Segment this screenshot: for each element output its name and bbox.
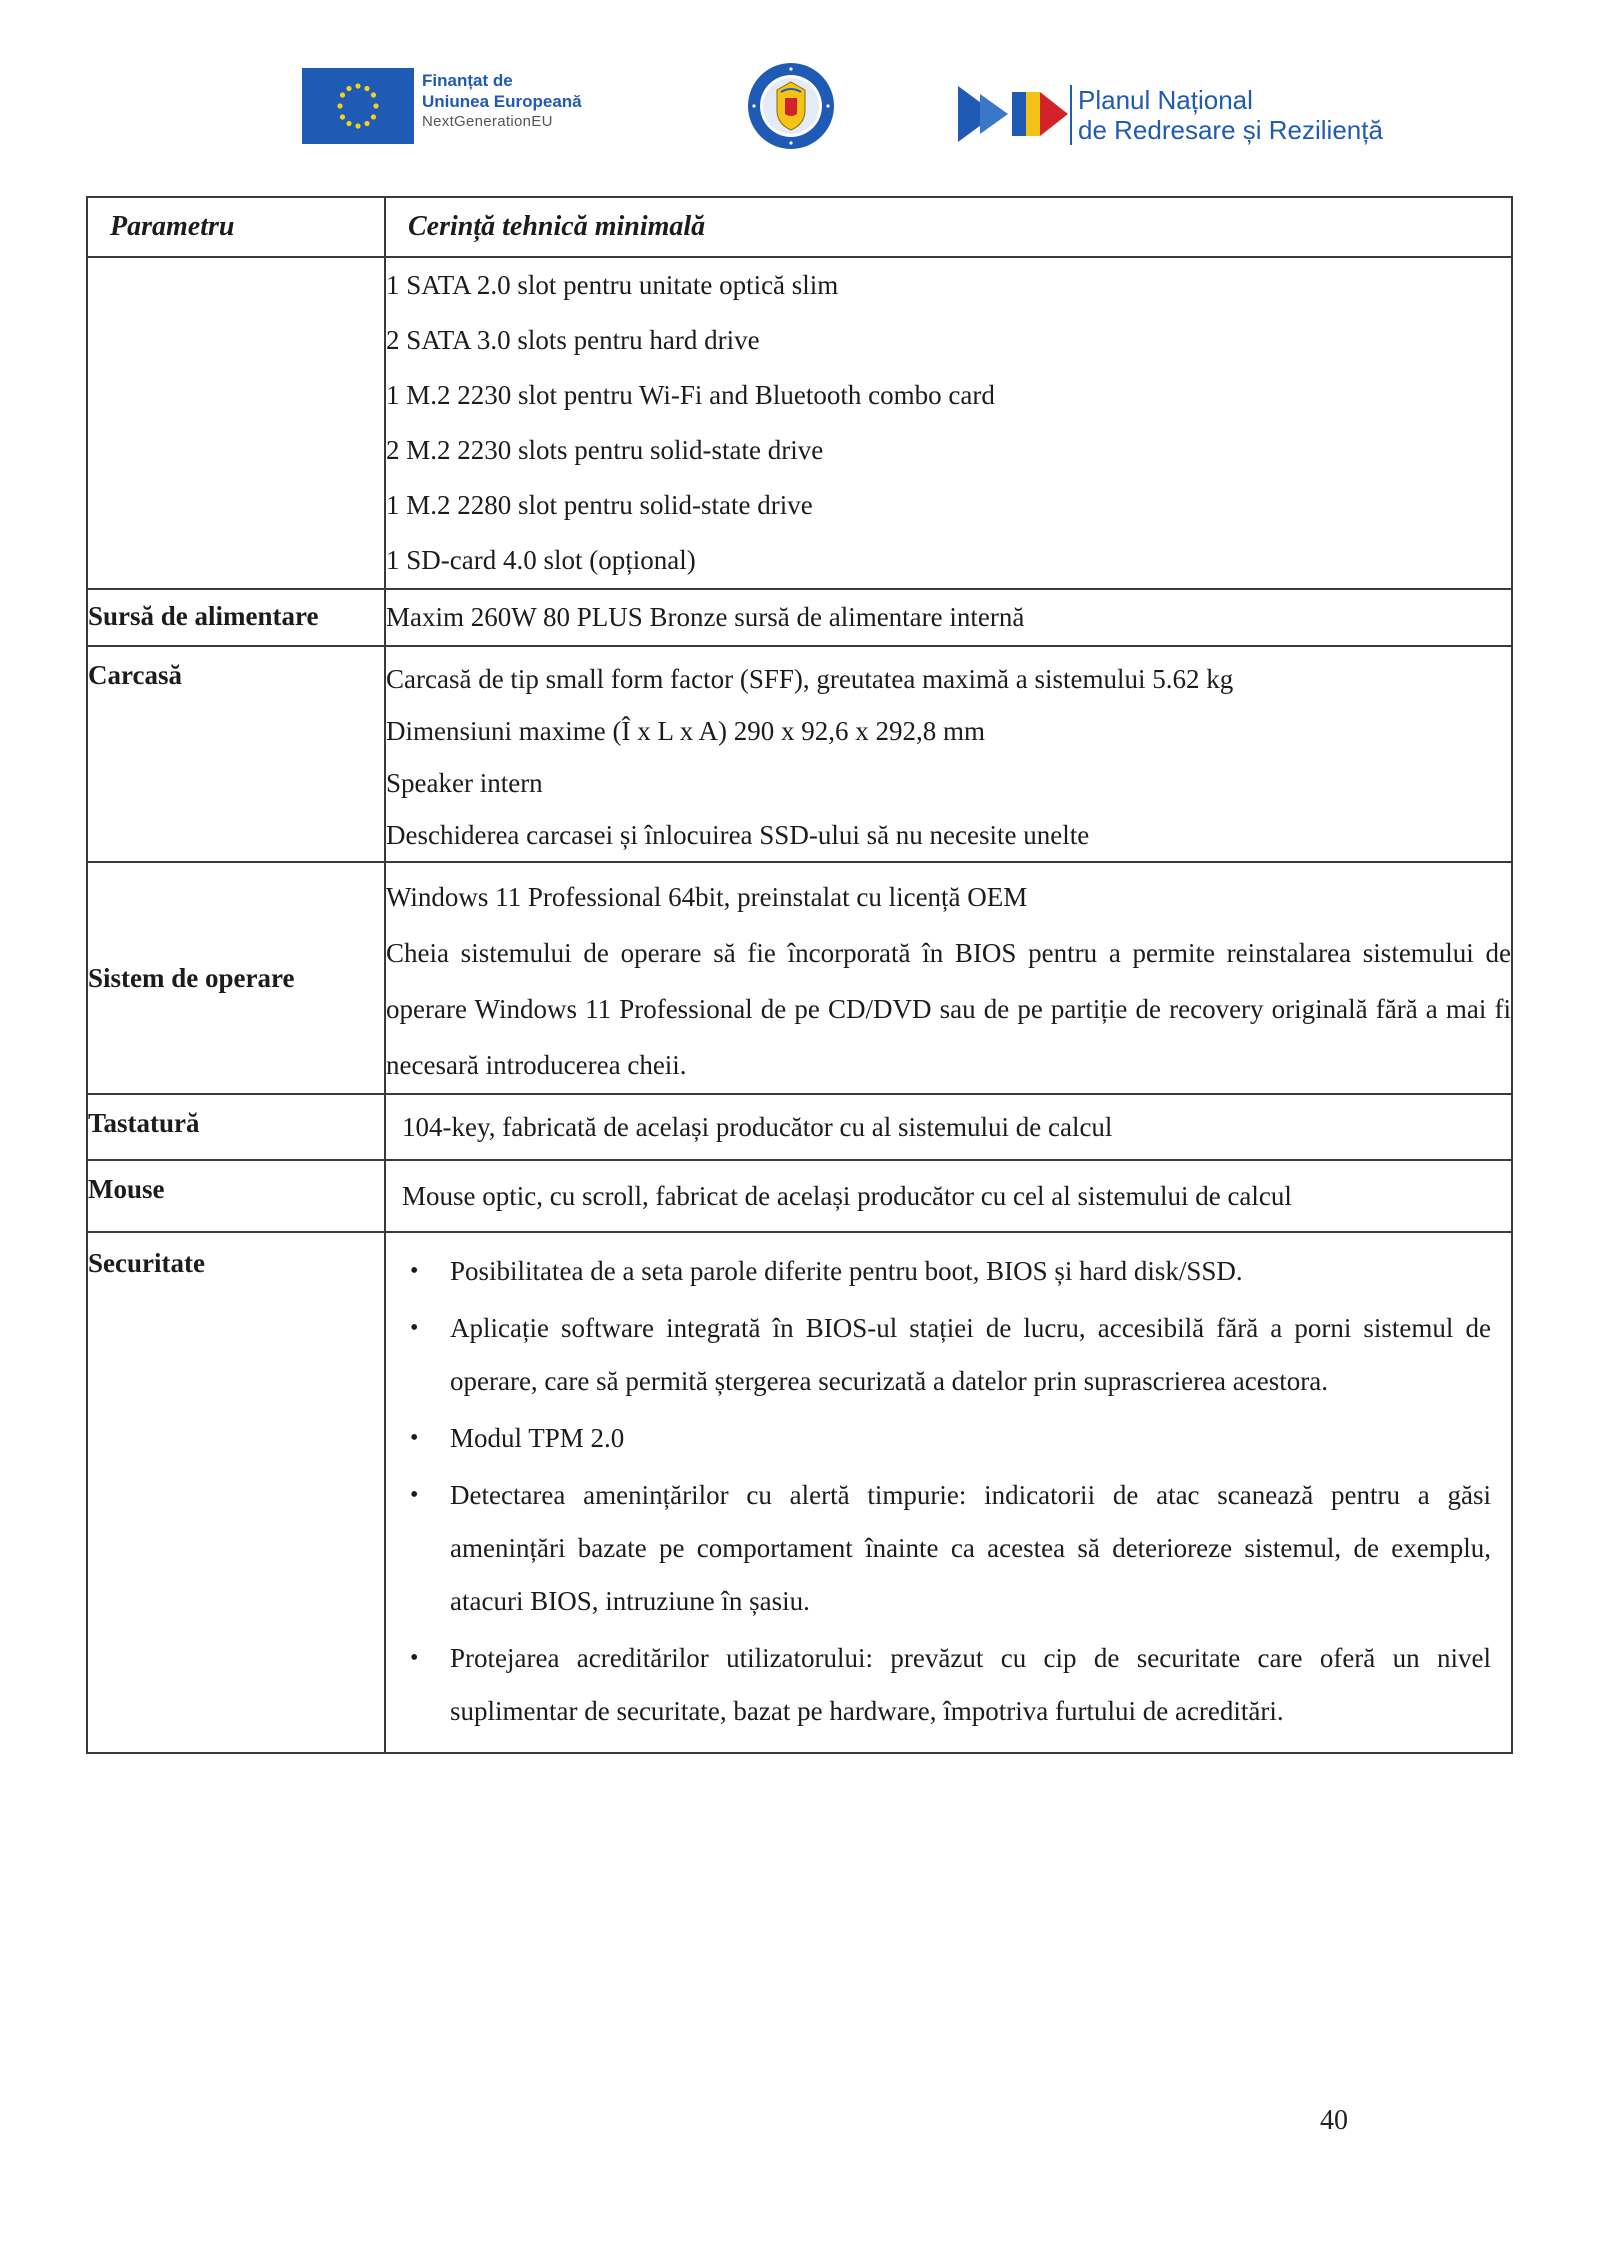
list-item	[394, 1245, 1491, 1298]
param-cell-slots	[87, 257, 385, 589]
romanian-government-seal-icon	[745, 60, 837, 152]
pnrr-line1: Planul Național	[1078, 85, 1253, 115]
case-line: Carcasă de tip small form factor (SFF), greutatea maximă a sistemului 5.62 kg	[386, 664, 1234, 694]
case-line: Deschiderea carcasei și înlocuirea SSD-ului să nu necesite unelte	[386, 820, 1090, 850]
slot-line: 1 SD-card 4.0 slot (opțional)	[386, 545, 696, 575]
list-item	[394, 1302, 1491, 1408]
requirement-cell-keyboard: 104-key, fabricată de același producător cu al sistemului de calcul	[385, 1094, 1512, 1160]
slot-line: 2 SATA 3.0 slots pentru hard drive	[386, 325, 760, 355]
param-cell-mouse: Mouse	[87, 1160, 385, 1232]
header-requirement: Cerință tehnică minimală	[385, 197, 1512, 257]
table-row	[87, 257, 1512, 589]
param-cell-os: Sistem de operare	[87, 862, 385, 1094]
eu-funding-line3: NextGenerationEU	[422, 113, 553, 130]
security-item-text: Aplicație software integrată în BIOS-ul stației de lucru, accesibilă fără a porni sistemul de operare, care să permită ștergerea securizată a datelor prin suprascrierea acestora.	[450, 1313, 1491, 1396]
os-line: Cheia sistemului de operare să fie încorporată în BIOS pentru a permite reinstalarea sistemului de operare Windows 11 Professional de pe CD/DVD sau de pe partiție de recovery originală fără a mai fi necesară introducerea cheii.	[386, 938, 1511, 1080]
param-cell-security: Securitate	[87, 1232, 385, 1753]
header-param: Parametru	[87, 197, 385, 257]
list-item	[394, 1632, 1491, 1738]
security-list	[386, 1233, 1511, 1752]
bullet-icon: •	[410, 1482, 419, 1508]
technical-spec-table	[86, 196, 1513, 1754]
table-row	[87, 1160, 1512, 1232]
requirement-cell-security	[385, 1232, 1512, 1753]
slot-line: 1 M.2 2280 slot pentru solid-state drive	[386, 490, 813, 520]
requirement-cell-mouse: Mouse optic, cu scroll, fabricat de același producător cu cel al sistemului de calcul	[385, 1160, 1512, 1232]
param-cell-keyboard: Tastatură	[87, 1094, 385, 1160]
bullet-icon: •	[410, 1315, 419, 1341]
requirement-cell-psu: Maxim 260W 80 PLUS Bronze sursă de alimentare internă	[385, 589, 1512, 646]
table-row	[87, 862, 1512, 1094]
table-header-row	[87, 197, 1512, 257]
requirement-cell-case	[385, 646, 1512, 862]
pnrr-label	[1070, 85, 1383, 145]
security-item-text: Detectarea amenințărilor cu alertă timpurie: indicatorii de atac scanează pentru a găsi amenințări bazate pe comportament înainte ca acestea să deterioreze sistemul, de exemplu, atacuri BIOS, intruziune în șasiu.	[450, 1480, 1491, 1616]
table-row	[87, 589, 1512, 646]
pnrr-logo-icon	[958, 82, 1068, 146]
bullet-icon: •	[410, 1645, 419, 1671]
list-item	[394, 1412, 1491, 1465]
list-item	[394, 1469, 1491, 1628]
slot-line: 1 M.2 2230 slot pentru Wi-Fi and Bluetooth combo card	[386, 380, 995, 410]
security-item-text: Modul TPM 2.0	[450, 1423, 625, 1453]
param-cell-psu: Sursă de alimentare	[87, 589, 385, 646]
slot-line: 2 M.2 2230 slots pentru solid-state drive	[386, 435, 824, 465]
requirement-cell-os	[385, 862, 1512, 1094]
os-line: Windows 11 Professional 64bit, preinstalat cu licență OEM	[386, 882, 1028, 912]
security-item-text: Posibilitatea de a seta parole diferite pentru boot, BIOS și hard disk/SSD.	[450, 1256, 1243, 1286]
security-item-text: Protejarea acreditărilor utilizatorului: prevăzut cu cip de securitate care oferă un nivel suplimentar de securitate, bazat pe hardware, împotriva furtului de acreditări.	[450, 1643, 1491, 1726]
bullet-icon: •	[410, 1258, 419, 1284]
table-row	[87, 1094, 1512, 1160]
pnrr-line2: de Redresare și Reziliență	[1078, 115, 1383, 145]
case-line: Speaker intern	[386, 768, 543, 798]
eu-funding-line2: Uniunea Europeană	[422, 92, 582, 111]
table-row	[87, 646, 1512, 862]
case-line: Dimensiuni maxime (Î x L x A) 290 x 92,6 x 292,8 mm	[386, 716, 985, 746]
slot-line: 1 SATA 2.0 slot pentru unitate optică slim	[386, 270, 839, 300]
document-header	[0, 0, 1600, 170]
table-row	[87, 1232, 1512, 1753]
eu-funding-label	[422, 70, 582, 132]
requirement-cell-slots	[385, 257, 1512, 589]
eu-funding-line1: Finanțat de	[422, 71, 513, 90]
page-number: 40	[1320, 2105, 1348, 2136]
bullet-icon: •	[410, 1425, 419, 1451]
param-cell-case: Carcasă	[87, 646, 385, 862]
eu-flag-icon	[302, 68, 414, 144]
